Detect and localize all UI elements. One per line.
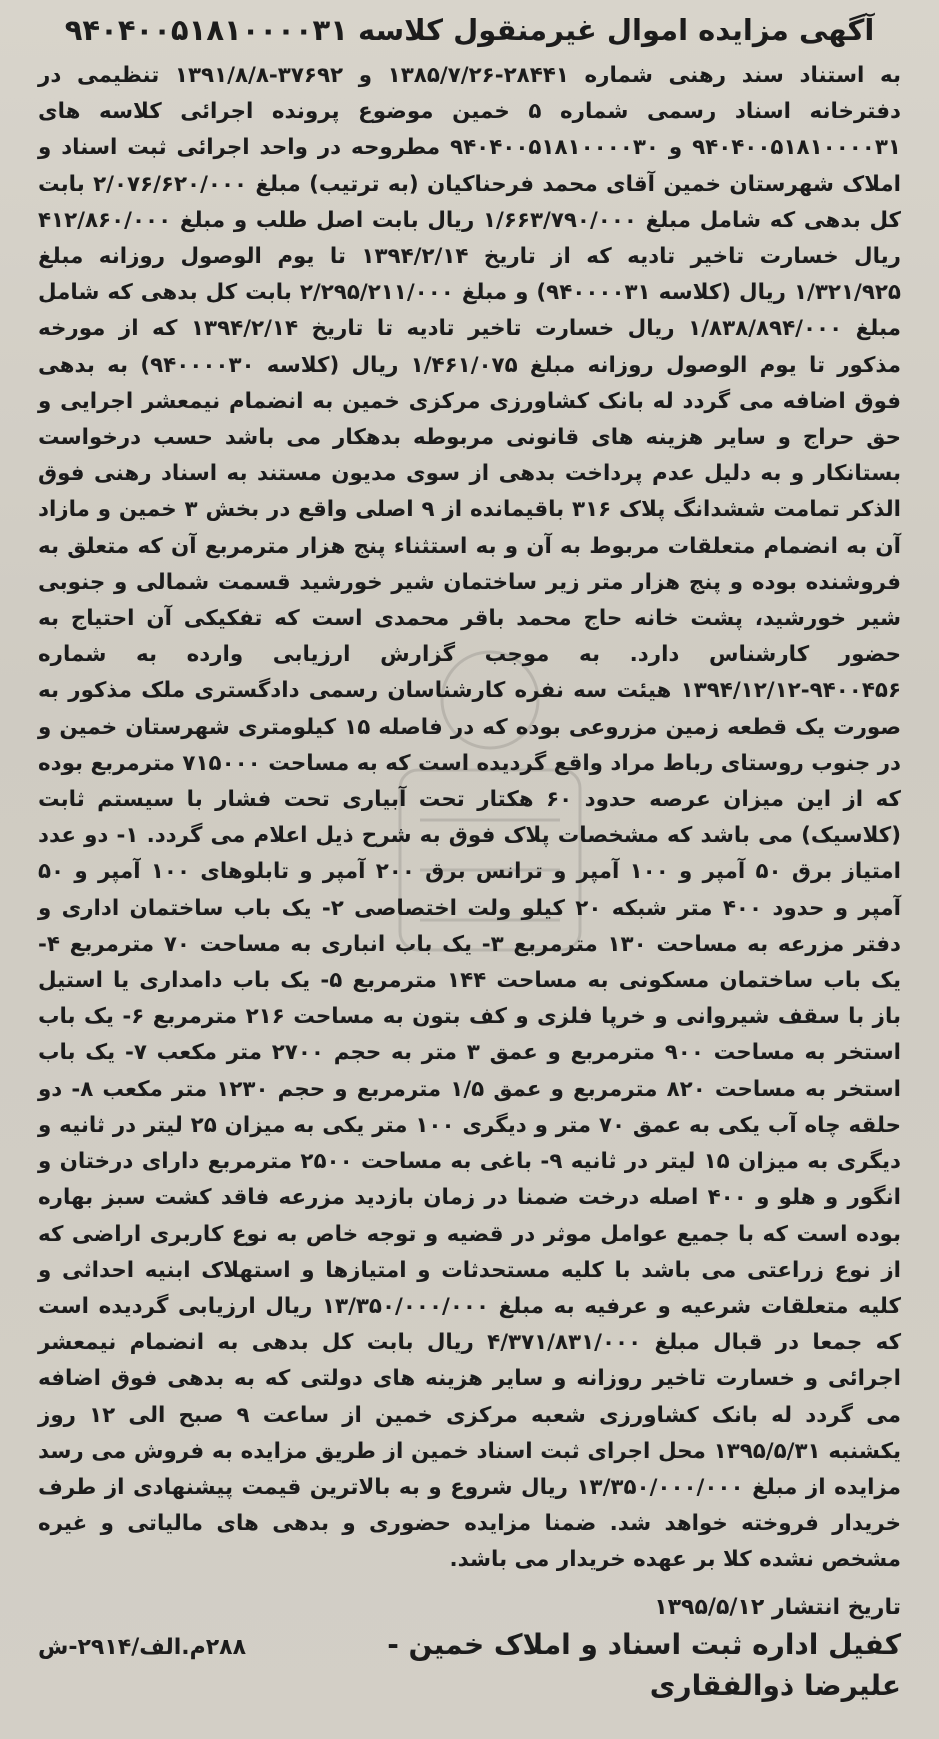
organization-title: کفیل اداره ثبت اسناد و املاک خمین - <box>387 1627 901 1661</box>
signer-name: علیرضا ذوالفقاری <box>649 1668 901 1702</box>
notice-footer <box>38 1591 901 1731</box>
signature-row <box>38 1625 901 1665</box>
notice-body: به استناد سند رهنی شماره ۲۸۴۴۱-۱۳۸۵/۷/۲۶ و ۳۷۶۹۲-۱۳۹۱/۸/۸ تنظیمی در دفترخانه اسناد رسمی شماره ۵ خمین موضوع پرونده اجرائی کلاسه های ۹۴۰۴۰۰۵۱۸۱۰۰۰۰۳۱ و ۹۴۰۴۰۰۵۱۸۱۰۰۰۰۳۰ مطروحه در واحد اجرائی ثبت اسناد و املاک شهرستان خمین آقای محمد فرحناکیان (به ترتیب) مبلغ ۲/۰۷۶/۶۲۰/۰۰۰ بابت کل بدهی که شامل مبلغ ۱/۶۶۳/۷۹۰/۰۰۰ ریال بابت اصل طلب و مبلغ ۴۱۲/۸۶۰/۰۰۰ ریال خسارت تاخیر تادیه که از تاریخ ۱۳۹۴/۲/۱۴ تا یوم الوصول روزانه مبلغ ۱/۳۲۱/۹۲۵ ریال (کلاسه ۹۴۰۰۰۰۳۱) و مبلغ ۲/۲۹۵/۲۱۱/۰۰۰ بابت کل بدهی که شامل مبلغ ۱/۸۳۸/۸۹۴/۰۰۰ ریال خسارت تاخیر تادیه تا تاریخ ۱۳۹۴/۲/۱۴ که از مورخه مذکور تا یوم الوصول روزانه مبلغ ۱/۴۶۱/۰۷۵ ریال (کلاسه ۹۴۰۰۰۰۳۰) به بدهی فوق اضافه می گردد له بانک کشاورزی مرکزی خمین به انضمام نیمعشر اجرایی و حق حراج و سایر هزینه های قانونی مربوطه بدهکار می باشد حسب درخواست بستانکار و به دلیل عدم پرداخت بدهی از سوی مدیون مستند به اسناد رهنی فوق الذکر تمامت ششدانگ پلاک ۳۱۶ باقیمانده از ۹ اصلی واقع در بخش ۳ خمین و مازاد آن به انضمام متعلقات مربوط به آن و به استثناء پنج هزار مترمربع آن که متعلق به فروشنده بوده و پنج هزار متر زیر ساختمان شیر خورشید قسمت شمالی و جنوبی شیر خورشید، پشت خانه حاج محمد باقر محمدی است که تفکیکی آن احتیاج به حضور کارشناس دارد. به موجب گزارش ارزیابی وارده به شماره ۹۴۰۰۴۵۶-۱۳۹۴/۱۲/۱۲ هیئت سه نفره کارشناسان رسمی دادگستری ملک مذکور به صورت یک قطعه زمین مزروعی بوده که در فاصله ۱۵ کیلومتری شهرستان خمین و در جنوب روستای رباط مراد واقع گردیده است که به مساحت ۷۱۵۰۰۰ مترمربع بوده که از این میزان عرصه حدود ۶۰ هکتار تحت آبیاری تحت فشار با سیستم ثابت (کلاسیک) می باشد که مشخصات پلاک فوق به شرح ذیل اعلام می گردد. ۱- دو عدد امتیاز برق ۵۰ آمپر و ۱۰۰ آمپر و ترانس برق ۲۰۰ آمپر و تابلوهای ۱۰۰ آمپر و ۵۰ آمپر و حدود ۴۰۰ متر شبکه ۲۰ کیلو ولت اختصاصی ۲- یک باب ساختمان اداری و دفتر مزرعه به مساحت ۱۳۰ مترمربع ۳- یک باب انباری به مساحت ۷۰ مترمربع ۴- یک باب ساختمان مسکونی به مساحت ۱۴۴ مترمربع ۵- یک باب دامداری یا استیل باز با سقف شیروانی و خرپا فلزی و کف بتون به مساحت ۲۱۶ مترمربع ۶- یک باب استخر به مساحت ۹۰۰ مترمربع و عمق ۳ متر به حجم ۲۷۰۰ متر مکعب ۷- یک باب استخر به مساحت ۸۲۰ مترمربع و عمق ۱/۵ مترمربع و حجم ۱۲۳۰ متر مکعب ۸- دو حلقه چاه آب یکی به عمق ۷۰ متر و دیگری ۱۰۰ متر یکی به میزان ۲۵ لیتر در ثانیه و دیگری به میزان ۱۵ لیتر در ثانیه ۹- باغی به مساحت ۲۵۰۰ مترمربع دارای درختان و انگور و هلو و ۴۰۰ اصله درخت ضمنا در زمان بازدید مزرعه فاقد کشت سبز بهاره بوده است که با جمیع عوامل موثر در قضیه و توجه خاص به نوع کاربری اراضی که از نوع زراعتی می باشد با کلیه مستحدثات و امتیازها و استهلاک ابنیه احداثی و کلیه متعلقات شرعیه و عرفیه به مبلغ ۱۳/۳۵۰/۰۰۰/۰۰۰ ریال ارزیابی گردیده است که جمعا در قبال مبلغ ۴/۳۷۱/۸۳۱/۰۰۰ ریال بابت کل بدهی به انضمام نیمعشر اجرائی و خسارت تاخیر روزانه و سایر هزینه های دولتی که به بدهی فوق اضافه می گردد له بانک کشاورزی شعبه مرکزی خمین از ساعت ۹ صبح الی ۱۲ روز یکشنبه ۱۳۹۵/۵/۳۱ محل اجرای ثبت اسناد خمین از طریق مزایده به فروش می رسد مزایده از مبلغ ۱۳/۳۵۰/۰۰۰/۰۰۰ ریال شروع و به بالاترین قیمت پیشنهادی از طرف خریدار فروخته خواهد شد. ضمنا مزایده حضوری و بدهی های مالیاتی و غیره مشخص نشده کلا بر عهده خریدار می باشد. <box>37 63 902 1573</box>
notice-title: آگهی مزایده اموال غیرمنقول کلاسه ۹۴۰۴۰۰۵۱۸۱۰۰۰۰۳۱ <box>64 13 875 47</box>
publish-date: تاریخ انتشار ۱۳۹۵/۵/۱۲ <box>654 1594 901 1620</box>
reference-code: ۲۸۸م.الف/۲۹۱۴-ش <box>38 1634 247 1660</box>
